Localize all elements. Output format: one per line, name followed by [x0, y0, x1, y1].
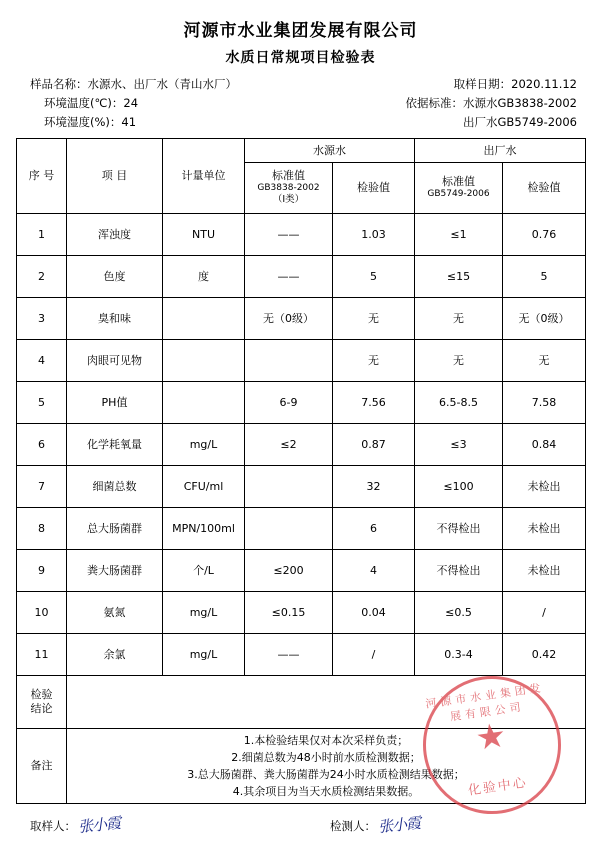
- row-source-result: 1.03: [333, 213, 415, 255]
- row-index: 8: [17, 507, 67, 549]
- row-plant-result: 0.76: [503, 213, 586, 255]
- row-unit: [163, 297, 245, 339]
- column-header-index: 序 号: [17, 138, 67, 213]
- row-unit: mg/L: [163, 633, 245, 675]
- row-plant-standard: ≤15: [415, 255, 503, 297]
- table-row: [17, 549, 586, 591]
- table-row: [17, 381, 586, 423]
- row-source-standard: 6-9: [245, 381, 333, 423]
- sampler-label: 取样人：: [30, 818, 76, 833]
- standard-value-plant: 出厂水GB5749-2006: [463, 114, 577, 129]
- row-plant-result: 未检出: [503, 549, 586, 591]
- row-plant-standard: 6.5-8.5: [415, 381, 503, 423]
- row-plant-standard: 无: [415, 339, 503, 381]
- row-source-standard: 无（0级）: [245, 297, 333, 339]
- row-source-result: 4: [333, 549, 415, 591]
- row-index: 10: [17, 591, 67, 633]
- sampling-date-value: 2020.11.12: [511, 77, 577, 91]
- row-unit: [163, 339, 245, 381]
- table-row: [17, 465, 586, 507]
- row-source-result: 5: [333, 255, 415, 297]
- sampling-date-label: 取样日期：: [453, 77, 512, 91]
- row-item: 色度: [67, 255, 163, 297]
- remark-body: [67, 728, 586, 803]
- table-row: [17, 213, 586, 255]
- row-plant-standard: 不得检出: [415, 549, 503, 591]
- column-header-plant-standard: [415, 162, 503, 213]
- column-header-plant-result: 检验值: [503, 162, 586, 213]
- row-source-result: 0.04: [333, 591, 415, 633]
- remark-line-4: 4.其余项目为当天水质检测结果数据。: [232, 784, 420, 798]
- conclusion-label-line2: 结论: [30, 701, 53, 715]
- star-icon: ★: [473, 715, 509, 760]
- sampler-field: [16, 814, 120, 835]
- meta-block: [16, 75, 585, 132]
- row-item: 浑浊度: [67, 213, 163, 255]
- row-index: 3: [17, 297, 67, 339]
- row-plant-result: 未检出: [503, 507, 586, 549]
- signature-footer: [16, 814, 585, 835]
- row-source-standard: ≤2: [245, 423, 333, 465]
- remark-row: [17, 728, 586, 803]
- table-row: [17, 423, 586, 465]
- remark-line-2: 2.细菌总数为48小时前水质检测数据；: [231, 750, 421, 764]
- row-index: 7: [17, 465, 67, 507]
- table-row: [17, 591, 586, 633]
- table-row: [17, 255, 586, 297]
- standard-value-source: 水源水GB3838-2002: [463, 95, 577, 110]
- document-title: 水质日常规项目检验表: [225, 50, 376, 66]
- remark-label: 备注: [17, 728, 67, 803]
- sampling-date-field: [454, 75, 585, 94]
- row-unit: 度: [163, 255, 245, 297]
- row-item: 粪大肠菌群: [67, 549, 163, 591]
- row-index: 4: [17, 339, 67, 381]
- sample-name-field: [16, 75, 237, 94]
- row-source-result: 无: [333, 339, 415, 381]
- temperature-label: 环境温度(℃)：: [44, 95, 124, 110]
- row-source-result: 6: [333, 507, 415, 549]
- humidity-field: [16, 113, 136, 132]
- row-unit: CFU/ml: [163, 465, 245, 507]
- row-source-standard: [245, 465, 333, 507]
- temperature-value: 24: [123, 95, 139, 110]
- row-index: 2: [17, 255, 67, 297]
- column-header-source-standard: [245, 162, 333, 213]
- remark-line-1: 1.本检验结果仅对本次采样负责；: [243, 733, 409, 747]
- plant-standard-line1: 标准值: [442, 175, 475, 189]
- row-index: 1: [17, 213, 67, 255]
- row-unit: MPN/100ml: [163, 507, 245, 549]
- row-plant-result: 无（0级）: [503, 297, 586, 339]
- table-group-header-row: [17, 138, 586, 162]
- row-index: 9: [17, 549, 67, 591]
- plant-standard-line2: GB5749-2006: [427, 189, 490, 200]
- sample-name-value: 水源水、出厂水（青山水厂）: [87, 77, 237, 91]
- row-plant-standard: 无: [415, 297, 503, 339]
- remark-line-3: 3.总大肠菌群、粪大肠菌群为24小时水质检测结果数据；: [187, 767, 465, 781]
- row-item: 余氯: [67, 633, 163, 675]
- row-item: 肉眼可见物: [67, 339, 163, 381]
- sample-name-label: 样品名称：: [30, 77, 88, 91]
- row-item: 细菌总数: [67, 465, 163, 507]
- row-index: 11: [17, 633, 67, 675]
- source-standard-line2: GB3838-2002: [257, 183, 320, 194]
- inspector-field: [330, 814, 420, 835]
- row-index: 6: [17, 423, 67, 465]
- row-plant-result: 无: [503, 339, 586, 381]
- meta-row-humidity: [16, 113, 585, 132]
- sampler-signature: 张小霞: [77, 813, 121, 837]
- row-item: 总大肠菌群: [67, 507, 163, 549]
- row-plant-standard: 0.3-4: [415, 633, 503, 675]
- conclusion-value: [67, 675, 586, 728]
- conclusion-label-line1: 检验: [30, 687, 53, 701]
- row-source-standard: ——: [245, 213, 333, 255]
- group-header-plant-water: 出厂水: [415, 138, 586, 162]
- row-item: 化学耗氧量: [67, 423, 163, 465]
- row-item: PH值: [67, 381, 163, 423]
- row-plant-standard: ≤0.5: [415, 591, 503, 633]
- group-header-source-water: 水源水: [245, 138, 415, 162]
- table-row: [17, 507, 586, 549]
- table-row: [17, 297, 586, 339]
- humidity-value: 41: [121, 114, 137, 129]
- temperature-field: [16, 94, 138, 113]
- meta-row-sample: [16, 75, 585, 94]
- row-unit: mg/L: [163, 423, 245, 465]
- column-header-item: 项 目: [67, 138, 163, 213]
- row-source-result: /: [333, 633, 415, 675]
- row-plant-result: 7.58: [503, 381, 586, 423]
- row-plant-standard: ≤100: [415, 465, 503, 507]
- meta-row-temperature: [16, 94, 585, 113]
- column-header-unit: 计量单位: [163, 138, 245, 213]
- row-unit: 个/L: [163, 549, 245, 591]
- row-source-standard: ——: [245, 255, 333, 297]
- row-plant-result: 0.42: [503, 633, 586, 675]
- row-source-standard: [245, 339, 333, 381]
- row-source-standard: ——: [245, 633, 333, 675]
- inspector-signature: 张小霞: [377, 813, 421, 837]
- row-source-result: 0.87: [333, 423, 415, 465]
- row-unit: [163, 381, 245, 423]
- row-plant-standard: ≤3: [415, 423, 503, 465]
- conclusion-row: [17, 675, 586, 728]
- humidity-label: 环境湿度(%)：: [44, 114, 122, 129]
- column-header-source-result: 检验值: [333, 162, 415, 213]
- conclusion-label: [17, 675, 67, 728]
- row-source-result: 无: [333, 297, 415, 339]
- stamp-top-text: 河源市水业集团发展有限公司: [424, 681, 546, 724]
- row-plant-result: 未检出: [503, 465, 586, 507]
- row-item: 臭和味: [67, 297, 163, 339]
- row-unit: NTU: [163, 213, 245, 255]
- row-index: 5: [17, 381, 67, 423]
- inspection-table: [16, 138, 586, 804]
- row-plant-standard: ≤1: [415, 213, 503, 255]
- stamp-bottom-text: 化验中心: [467, 775, 529, 799]
- company-title: 河源市水业集团发展有限公司: [183, 21, 418, 41]
- row-source-result: 32: [333, 465, 415, 507]
- source-standard-line1: 标准值: [272, 169, 305, 183]
- table-row: [17, 633, 586, 675]
- row-plant-result: 5: [503, 255, 586, 297]
- row-source-standard: [245, 507, 333, 549]
- row-source-standard: ≤200: [245, 549, 333, 591]
- standard-label: 依据标准：: [405, 95, 464, 110]
- row-plant-result: /: [503, 591, 586, 633]
- row-plant-standard: 不得检出: [415, 507, 503, 549]
- inspector-label: 检测人：: [330, 818, 377, 833]
- standard-field: [406, 94, 585, 113]
- row-source-result: 7.56: [333, 381, 415, 423]
- row-source-standard: ≤0.15: [245, 591, 333, 633]
- row-item: 氨氮: [67, 591, 163, 633]
- source-standard-line3: （Ⅰ类）: [272, 194, 305, 206]
- row-unit: mg/L: [163, 591, 245, 633]
- row-plant-result: 0.84: [503, 423, 586, 465]
- table-row: [17, 339, 586, 381]
